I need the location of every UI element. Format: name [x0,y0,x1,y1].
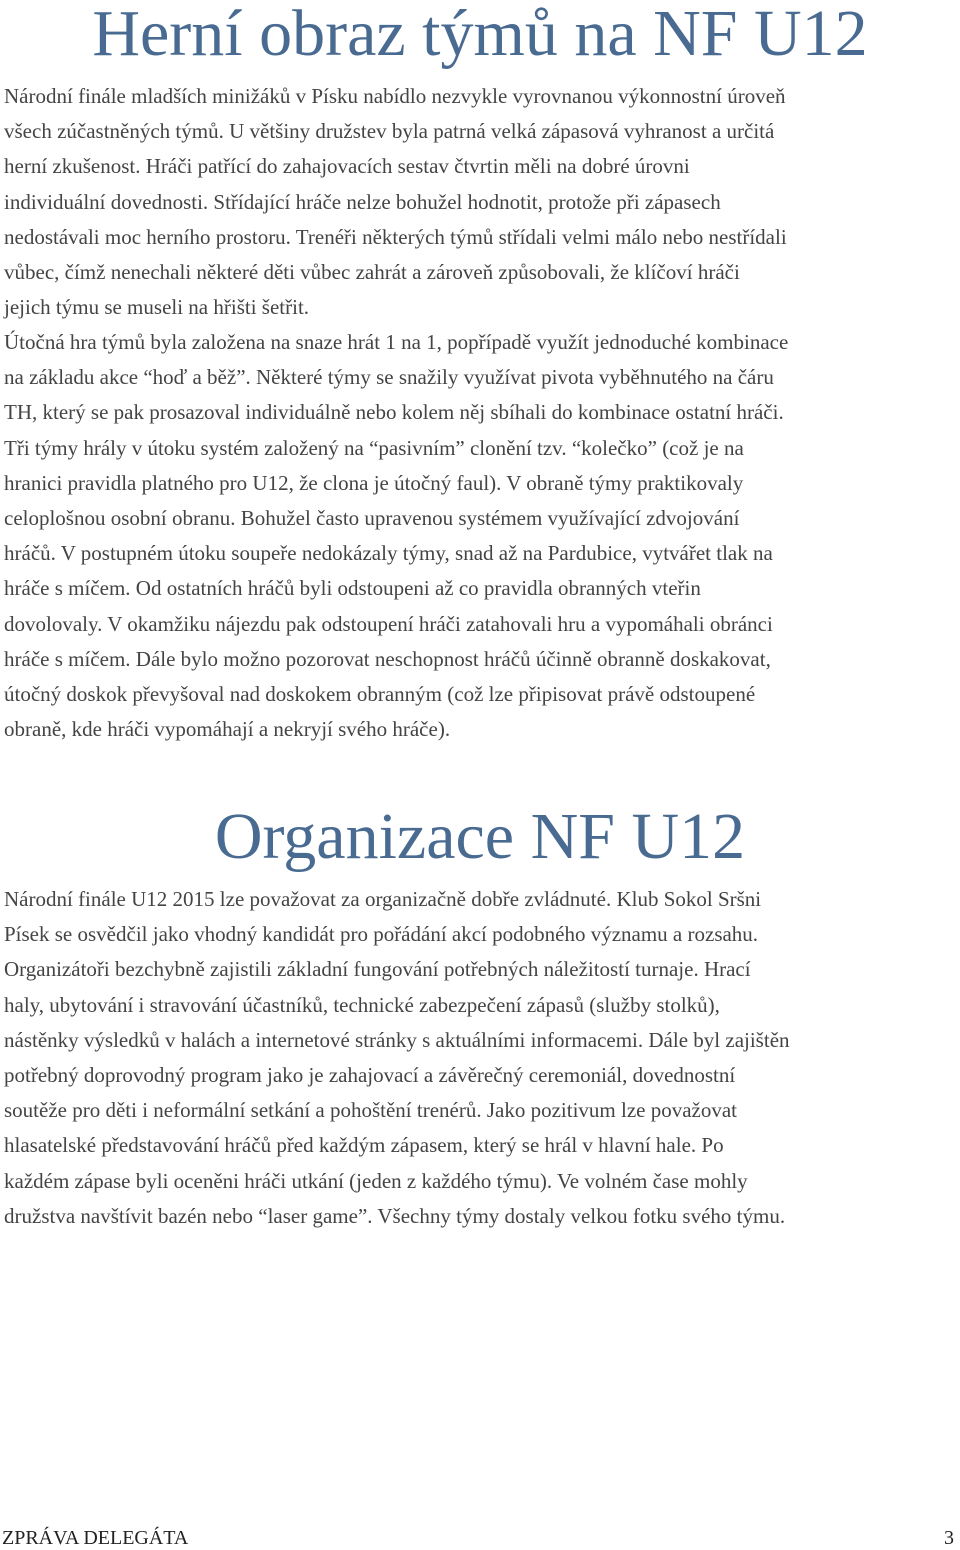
paragraph-offense-defense [4,325,956,747]
text-line: hráče s míčem. Od ostatních hráčů byli odstoupeni až co pravidla obranných vteřin [4,576,701,601]
section-title-game-image: Herní obraz týmů na NF U12 [92,0,868,70]
text-line: potřebný doprovodný program jako je zahajovací a závěrečný ceremoniál, dovednostní [4,1063,736,1088]
text-line: všech zúčastněných týmů. U většiny družstev byla patrná velká zápasová vyhranost a určitá [4,119,775,144]
text-line: Organizátoři bezchybně zajistili základní fungování potřebných náležitostí turnaje. Hrací [4,957,751,982]
text-line: hráče s míčem. Dále bylo možno pozorovat neschopnost hráčů účinně obranně doskakovat, [4,646,771,671]
text-line: celoplošnou osobní obranu. Bohužel často upravenou systémem využívající zdvojování [4,506,740,531]
text-line: Národní finále mladších minižáků v Písku nabídlo nezvykle vyrovnanou výkonnostní úroveň [4,84,786,108]
text-line: TH, který se pak prosazoval individuálně nebo kolem něj sbíhali do kombinace ostatní hráči. [4,400,784,425]
text-line: hlasatelské představování hráčů před každým zápasem, který se hrál v hlavní hale. Po [4,1133,724,1158]
text-line: Národní finále U12 2015 lze považovat za organizačně dobře zvládnuté. Klub Sokol Sršni [4,887,762,911]
text-line: nedostávali moc herního prostoru. Trenéři některých týmů střídali velmi málo nebo nestřídali [4,224,787,249]
section-title-organization: Organizace NF U12 [214,800,746,873]
text-line: herní zkušenost. Hráči patřící do zahajovacích sestav čtvrtin měli na dobré úrovni [4,154,690,179]
text-line: Tři týmy hrály v útoku systém založený na “pasivním” clonění tzv. “kolečko” (což je na [4,435,744,460]
text-line: jejich týmu se museli na hřišti šetřit. [4,295,310,320]
text-line: každém zápase byli oceněni hráči utkání (jeden z každého týmu). Ve volném čase mohly [4,1168,748,1193]
text-line: Písek se osvědčil jako vhodný kandidát pro pořádání akcí podobného významu a rozsahu. [4,922,759,947]
paragraph-game-level [4,79,956,325]
text-line: na základu akce “hoď a běž”. Některé týmy se snažily využívat pivota vyběhnutého na čáru [4,365,774,390]
text-line: Útočná hra týmů byla založena na snaze hrát 1 na 1, popřípadě využít jednoduché kombinace [4,330,789,354]
footer-report-label: ZPRÁVA DELEGÁTA [2,1527,189,1549]
text-line: hráčů. V postupném útoku soupeře nedokázaly týmy, snad až na Pardubice, vytvářet tlak na [4,541,773,566]
text-line: obraně, kde hráči vypomáhají a nekryjí svého hráče). [4,717,451,742]
text-line: nástěnky výsledků v halách a internetové stránky s aktuálními informacemi. Dále byl zajištěn [4,1027,790,1052]
text-line: hranici pravidla platného pro U12, že clona je útočný faul). V obraně týmy praktikovaly [4,470,744,495]
page-number: 3 [944,1527,954,1549]
text-line: útočný doskok převyšoval nad doskokem obranným (což lze připisovat právě odstoupené [4,682,756,707]
text-line: dovolovaly. V okamžiku nájezdu pak odstoupení hráči zatahovali hru a vypomáhali obránci [4,611,773,636]
text-line: vůbec, čímž nenechali některé děti vůbec zahrát a zároveň způsobovali, že klíčoví hráči [4,260,740,285]
text-line: haly, ubytování i stravování účastníků, technické zabezpečení zápasů (služby stolků), [4,992,720,1017]
text-line: družstva navštívit bazén nebo “laser game”. Všechny týmy dostaly velkou fotku svého týmu. [4,1203,786,1228]
text-line: individuální dovednosti. Střídající hráče nelze bohužel hodnotit, protože při zápasech [4,189,721,214]
text-line: soutěže pro děti i neformální setkání a pohoštění trenérů. Jako pozitivum lze považovat [4,1098,738,1123]
paragraph-organization [4,882,956,1234]
